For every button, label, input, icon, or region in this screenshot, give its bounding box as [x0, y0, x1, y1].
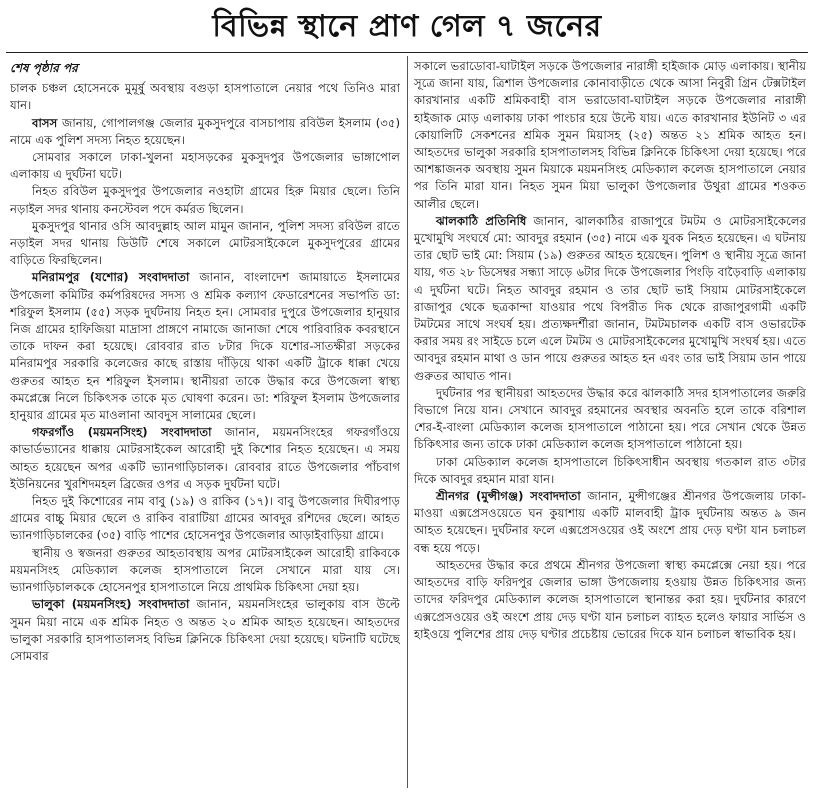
- paragraph-text: জানান, ময়মনসিংহের গফরগাঁওয়ে কাভার্ডভ্যানের ধাক্কায় মোটরসাইকেল আরোহী দুই কিশোর নিহত হয়েছেন। এ সময় আহত হয়েছেন অপর একটি ভ্যানগাড়িচালক। রোববার রাতে উপজেলার পাঁচবাগ ইউনিয়নের খুরশিদমহল ব্রিজের ওপর এ সড়ক দুর্ঘটনা ঘটে।: [10, 425, 400, 491]
- continued-label: শেষ পৃষ্ঠার পর: [10, 61, 78, 75]
- paragraph-text: নিহত দুই কিশোরের নাম বাবু (১৯) ও রাকিব (১৭)। বাবু উপজেলার দিঘীরপাড় গ্রামের বাচ্চু মিয়ার ছেলে ও রাকিব বারাটিয়া গ্রামের আবদুর রশিদের ছেলে। আহত ভ্যানগাড়িচালকের (৩৫) বাড়ি পাশের হোসেনপুর উপজেলার আড়াইবাড়িয়া গ্রামে।: [10, 494, 400, 543]
- dateline: ঝালকাঠি প্রতিনিধি: [436, 213, 527, 228]
- paragraph-text: জানান, বাংলাদেশ জামায়াতে ইসলামের উপজেলা কমিটির কর্মপরিষদের সদস্য ও শ্রমিক কল্যাণ ফেডারেশনের সভাপতি ডা: শরিফুল ইসলাম (৫৫) সড়ক দুর্ঘটনায় নিহত হন। সোমবার দুপুরে উপজেলার হানুয়ার নিজ গ্রামের হাফিজিয়া মাদ্রাসা প্রাঙ্গণে নামাজে জানাজা শেষে পারিবারিক কবরস্থানে তাকে দাফন করা হয়েছে। রোববার রাত ৮টার দিকে যশোর-সাতক্ষীরা সড়কের মনিরামপুর সরকারি কলেজের কাছে রাস্তায় দাঁড়িয়ে থাকা একটি ট্রাকে ধাক্কা খেয়ে গুরুতর আহত হন শরিফুল ইসলাম। স্থানীয়রা তাকে উদ্ধার করে উপজেলা স্বাস্থ্য কমপ্লেক্সে নিলে চিকিৎসক তাকে মৃত ঘোষণা করেন। ডা: শরিফুল ইসলাম উপজেলার হানুয়ার গ্রামের মৃত মাওলানা আবদুস সালামের ছেলে।: [10, 270, 400, 423]
- paragraph-text: জানান, মুন্সীগঞ্জের শ্রীনগর উপজেলায় ঢাকা-মাওয়া এক্সপ্রেসওয়েতে ঘন কুয়াশায় একটি মালবাহী ট্রাক দুর্ঘটনায় অন্তত ৯ জন আহত হয়েছেন। দুর্ঘটনার ফলে এক্সপ্রেসওয়ের ওই অংশে প্রায় দেড় ঘণ্টা যান চলাচল বন্ধ হয়ে পড়ে।: [414, 489, 806, 555]
- paragraph-text: সকালে ভরাডোবা-ঘাটাইল সড়কে উপজেলার নারাঙ্গী হাইজাক মোড় এলাকায়। স্থানীয় সূত্রে জানা যায়, ত্রিশাল উপজেলার কোনাবাড়ীতে থেকে আসা নিবুরী গ্রিন টেক্সটাইল কারখানার একটি শ্রমিকবাহী বাস ভরাডোবা-ঘাটাইল সড়কে উপজেলার নারাঙ্গী হাইজাক মোড় এলাকায় ঢাকা পাংচার হয়ে উল্টে যায়। এতে কারখানার ইউনিট ৩ এর কোয়ালিটি সেকশনের শ্রমিক সুমন মিয়াসহ (২৫) অন্তত ২১ শ্রমিক আহত হন। আহতদের ভালুকা সরকারি হাসপাতালসহ বিভিন্ন ক্লিনিকে চিকিৎসা দেয়া হয়েছে। পরে আশঙ্কাজনক অবস্থায় সুমন মিয়াকে ময়মনসিংহ মেডিক্যাল কলেজ হাসপাতালে নেয়ার পর তিনি মারা যান। নিহত সুমন মিয়া ভালুকা উপজেলার উথুরা গ্রামের শওকত আলীর ছেলে।: [414, 59, 806, 211]
- dateline: মনিরামপুর (যশোর) সংবাদদাতা: [32, 270, 190, 285]
- paragraph-text: স্থানীয় ও স্বজনরা গুরুতর আহতাবস্থায় অপর মোটরসাইকেল আরোহী রাকিবকে ময়মনসিংহ মেডিক্যাল কলেজ হাসপাতালে নিলে সেখানে মারা যায় সে। ভ্যানগাড়িচালককে হোসেনপুর হাসপাতালে নিয়ে প্রাথমিক চিকিৎসা দেয়া হয়।: [10, 545, 400, 595]
- article-paragraph: [10, 149, 400, 183]
- article-paragraph: [414, 385, 806, 454]
- headline: বিভিন্ন স্থানে প্রাণ গেল ৭ জনের: [212, 9, 602, 44]
- right-column-body: [414, 58, 806, 643]
- dateline: বাসস: [32, 115, 58, 130]
- article-paragraph: [10, 596, 400, 665]
- article-paragraph: [10, 493, 400, 545]
- article-paragraph: [414, 488, 806, 557]
- article-paragraph: [10, 80, 400, 114]
- right-column: [414, 58, 806, 786]
- paragraph-text: মুকসুদপুর থানার ওসি আবদুল্লাহ আল মামুন জানান, পুলিশ সদস্য রবিউল রাতে নড়াইল সদর থানায় ডিউটি শেষে সকালে মোটরসাইকেলে মুকসুদপুরের গ্রামের বাড়িতে ফিরছিলেন।: [10, 218, 400, 268]
- article-paragraph: [10, 218, 400, 270]
- article-paragraph: [414, 454, 806, 488]
- paragraph-text: সোমবার সকালে ঢাকা-খুলনা মহাসড়কের মুকসুদপুর উপজেলার ভাঙ্গাপোল এলাকায় এ দুর্ঘটনা ঘটে।: [10, 150, 400, 182]
- left-column: [10, 58, 400, 786]
- paragraph-text: ঢাকা মেডিক্যাল কলেজ হাসপাতালে চিকিৎসাধীন অবস্থায় গতকাল রাত ৩টার দিকে আবদুর রহমান মারা যান।: [414, 454, 806, 486]
- paragraph-text: জানান, ময়মনসিংহের ভালুকায় বাস উল্টে সুমন মিয়া নামে এক শ্রমিক নিহত ও অন্তত ২০ শ্রমিক আহত হয়েছেন। আহতদের ভালুকা সরকারি হাসপাতালসহ বিভিন্ন ক্লিনিকে চিকিৎসা দেয়া হয়েছে। ঘটনাটি ঘটেছে সোমবার: [10, 597, 400, 663]
- article-paragraph: [10, 183, 400, 217]
- headline-rule: [6, 52, 808, 53]
- article-paragraph: [10, 545, 400, 597]
- paragraph-text: আহতদের উদ্ধার করে প্রথমে শ্রীনগর উপজেলা স্বাস্থ্য কমপ্লেক্সে নেয়া হয়। পরে আহতদের বাড়ি ফরিদপুর জেলার ভাঙ্গা উপজেলায় হওয়ায় উন্নত চিকিৎসার জন্য তাদের ফরিদপুর মেডিক্যাল কলেজ হাসপাতালে স্থানান্তর করা হয়। দুর্ঘটনার কারণে এক্সপ্রেসওয়ের ওই অংশে প্রায় দেড় ঘণ্টা যান চলাচল ব্যাহত হলেও ফায়ার সার্ভিস ও হাইওয়ে পুলিশের প্রায় দেড় ঘণ্টার প্রচেষ্টায় ভোরের দিকে যান চলাচল স্বাভাবিক হয়।: [414, 557, 806, 641]
- dateline: গফরগাঁও (ময়মনসিংহ) সংবাদদাতা: [32, 425, 212, 440]
- paragraph-text: নিহত রবিউল মুকসুদপুর উপজেলার নওহাটা গ্রামের হিরু মিয়ার ছেলে। তিনি নড়াইল সদর থানায় কনস্টেবল পদে কর্মরত ছিলেন।: [10, 184, 400, 216]
- article-paragraph: [414, 557, 806, 643]
- article-paragraph: [414, 213, 806, 385]
- dateline: ভালুকা (ময়মনসিংহ) সংবাদদাতা: [32, 597, 190, 612]
- article-paragraph: [414, 58, 806, 213]
- dateline: শ্রীনগর (মুন্সীগঞ্জ) সংবাদদাতা: [436, 489, 581, 504]
- article-paragraph: [10, 269, 400, 424]
- paragraph-text: জানান, ঝালকাঠির রাজাপুরে টমটম ও মোটরসাইকেলের মুখোমুখি সংঘর্ষে মো: আবদুর রহমান (৩৫) নামে এক যুবক নিহত হয়েছেন। এ ঘটনায় তার ছোট ভাই মো: সিয়াম (১৯) গুরুতর আহত হয়েছেন। পুলিশ ও স্থানীয় সূত্রে জানা যায়, গত ২৮ ডিসেম্বর সন্ধ্যা সাড়ে ৬টার দিকে উপজেলার পিংড়ি বাড়ৈবাড়ি এলাকায় এ দুর্ঘটনা ঘটে। নিহত আবদুর রহমান ও তার ছোট ভাই সিয়াম মোটরসাইকেলে রাজাপুর থেকে ছত্রকান্দা যাওয়ার পথে বিপরীত দিক থেকে রাজাপুরগামী একটি টমটমের সাথে সংঘর্ষ হয়। প্রত্যক্ষদর্শীরা জানান, টমটমচালক একটি বাস ওভারটেক করার সময় রং সাইডে চলে এলে টমটম ও মোটরসাইকেলের মুখোমুখি সংঘর্ষ হয়। এতে আবদুর রহমান মাথা ও ডান পায়ে গুরুতর আহত হন এবং তার ভাই সিয়াম ডান পায়ে গুরুতর আঘাত পান।: [414, 213, 806, 383]
- paragraph-text: দুর্ঘটনার পর স্থানীয়রা আহতদের উদ্ধার করে ঝালকাঠি সদর হাসপাতালের জরুরি বিভাগে নিয়ে যান। সেখানে আবদুর রহমানের অবস্থার অবনতি হলে তাকে বরিশাল শের-ই-বাংলা মেডিক্যাল কলেজ হাসপাতালে পাঠানো হয়। পরে সেখান থেকে উন্নত চিকিৎসার জন্য তাকে ঢাকা মেডিক্যাল কলেজ হাসপাতালে পাঠানো হয়।: [414, 385, 806, 452]
- article-paragraph: [10, 424, 400, 493]
- left-column-body: [10, 80, 400, 665]
- article-paragraph: [10, 115, 400, 149]
- column-divider: [407, 56, 408, 788]
- paragraph-text: চালক চঞ্চল হোসেনকে মুমূর্ষু অবস্থায় বগুড়া হাসপাতালে নেয়ার পথে তিনিও মারা যান।: [10, 81, 400, 113]
- paragraph-text: জানায়, গোপালগঞ্জ জেলার মুকসুদপুরে বাসচাপায় রবিউল ইসলাম (৩৫) নামে এক পুলিশ সদস্য নিহত হয়েছেন।: [10, 115, 400, 147]
